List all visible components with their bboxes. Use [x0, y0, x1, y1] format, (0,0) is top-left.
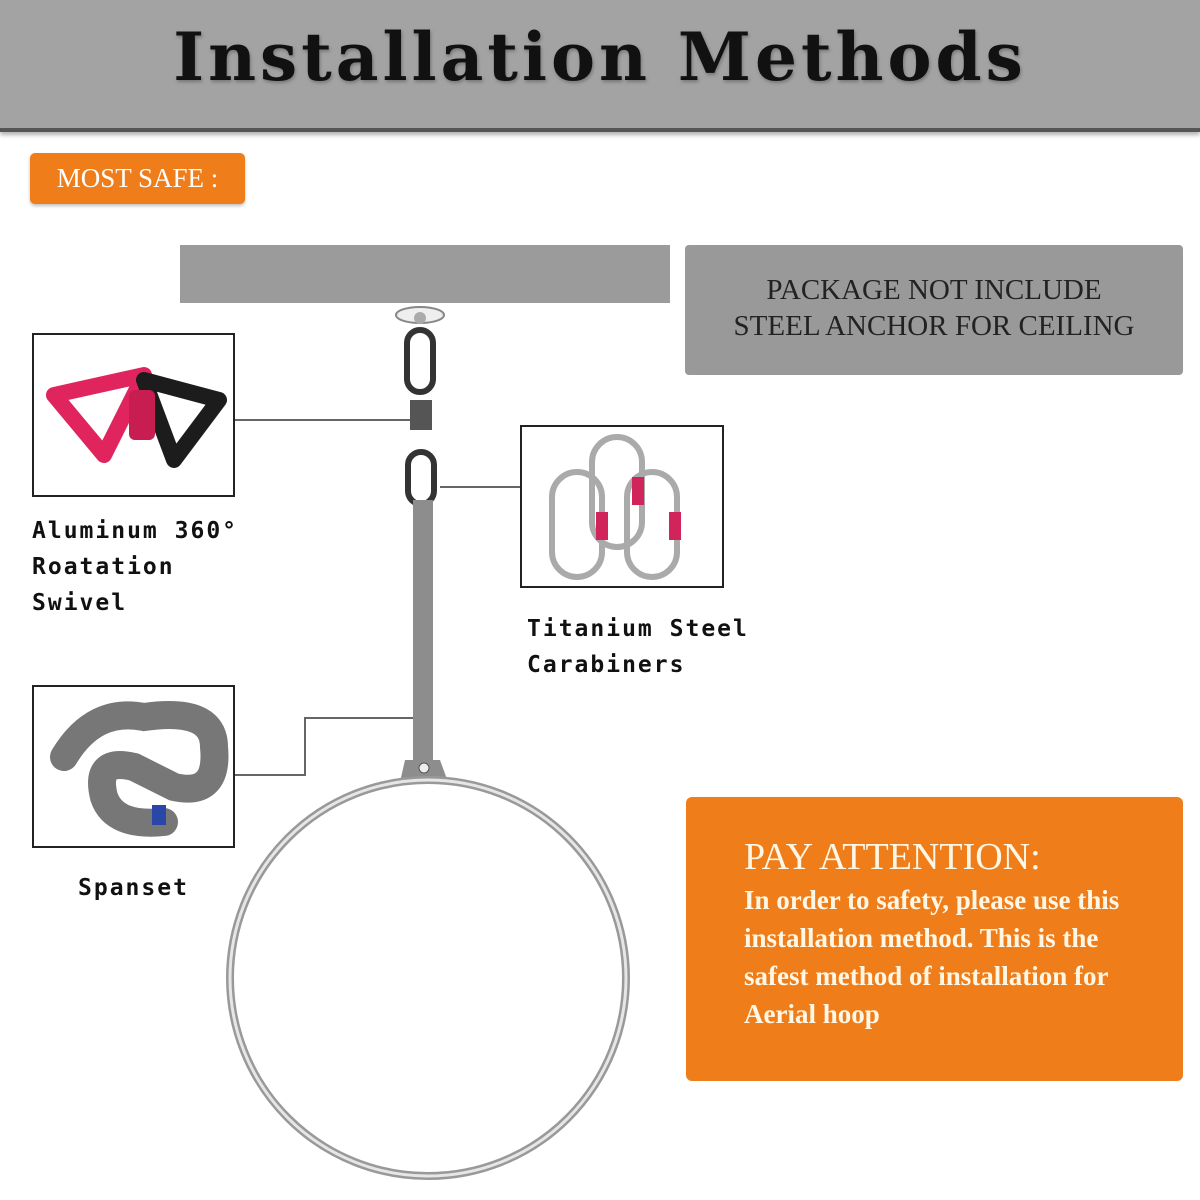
- connector-lines: [235, 420, 520, 775]
- upper-carabiner-icon: [407, 330, 433, 392]
- label-line: Carabiners: [527, 652, 686, 678]
- label-line: Aluminum 360°: [32, 518, 239, 544]
- spanset-strap: [413, 500, 433, 762]
- swivel-label: [32, 513, 238, 621]
- swivel-icon: [34, 335, 233, 495]
- label-line: Roatation: [32, 554, 175, 580]
- carabiners-label: [527, 611, 749, 683]
- swivel-image: [32, 333, 235, 497]
- attention-body: In order to safety, please use this installation method. This is the safest method of installation for Aerial hoop: [744, 885, 1120, 1029]
- lower-carabiner-icon: [408, 452, 434, 504]
- ceiling-anchor-icon: [396, 307, 444, 324]
- page-title: Installation Methods: [173, 18, 1027, 96]
- label-line: Swivel: [32, 590, 128, 616]
- most-safe-badge: MOST SAFE :: [30, 153, 245, 204]
- notice-line: PACKAGE NOT INCLUDE: [766, 274, 1102, 306]
- carabiners-image: [520, 425, 724, 588]
- spanset-icon: [34, 687, 233, 846]
- label-line: Spanset: [78, 875, 189, 901]
- carabiner-icon: [522, 427, 722, 586]
- spanset-label: [78, 870, 189, 906]
- pay-attention-box: [686, 797, 1183, 1081]
- attention-title: PAY ATTENTION:: [744, 836, 1041, 878]
- spanset-image: [32, 685, 235, 848]
- notice-line: STEEL ANCHOR FOR CEILING: [733, 310, 1135, 342]
- label-line: Titanium Steel: [527, 616, 749, 642]
- hoop-bolt-icon: [419, 763, 429, 773]
- swivel-connector-icon: [410, 400, 432, 430]
- aerial-hoop: [230, 780, 626, 1176]
